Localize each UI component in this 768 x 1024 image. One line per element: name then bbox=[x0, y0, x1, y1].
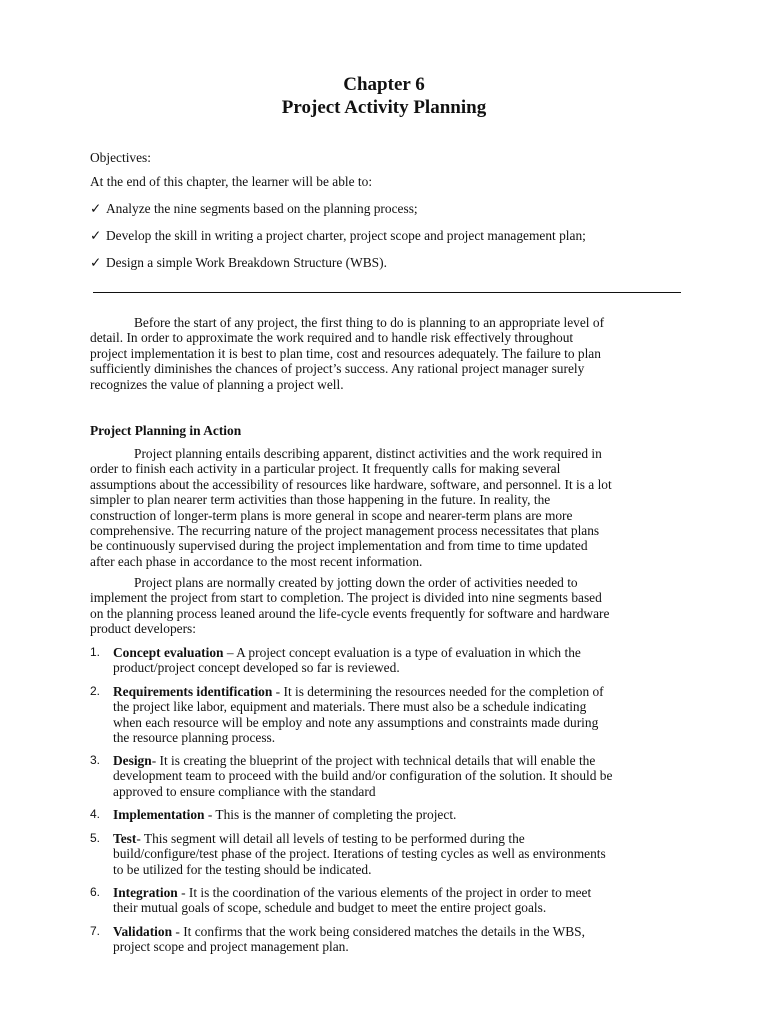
segment-separator: - bbox=[136, 831, 144, 846]
paragraph-line: Before the start of any project, the first thing to do is planning to an appropriate level of bbox=[134, 315, 605, 330]
segment-number: 4. bbox=[90, 807, 101, 821]
segment-text: It is the coordination of the various elements of the project in order to meet bbox=[188, 885, 592, 900]
objective-text: Design a simple Work Breakdown Structure (WBS). bbox=[106, 255, 387, 270]
paragraph-line: sufficiently diminishes the chances of project’s success. Any rational project manager surely bbox=[90, 361, 585, 377]
objective-text: Analyze the nine segments based on the planning process; bbox=[106, 201, 418, 216]
plans-paragraph bbox=[90, 575, 680, 637]
chapter-title: Project Activity Planning bbox=[281, 97, 487, 118]
segment-term: Validation bbox=[113, 924, 173, 939]
paragraph-line: implement the project from start to completion. The project is divided into nine segments based bbox=[90, 590, 602, 606]
segment-term: Design bbox=[113, 753, 152, 768]
segment-text: It is creating the blueprint of the project with technical details that will enable the bbox=[159, 753, 596, 768]
segment-separator: - bbox=[204, 807, 216, 822]
segment-text: the resource planning process. bbox=[113, 730, 276, 746]
segment-number: 1. bbox=[90, 645, 101, 659]
segment-text: A project concept evaluation is a type of evaluation in which the bbox=[236, 645, 581, 660]
segment-text: It is determining the resources needed for the completion of bbox=[283, 684, 604, 699]
paragraph-line: product developers: bbox=[90, 621, 196, 637]
section-heading: Project Planning in Action bbox=[90, 423, 242, 438]
paragraph-line: assumptions about the accessibility of resources like hardware, software, and personnel. It is a lot bbox=[90, 476, 612, 492]
segment-term: Implementation bbox=[113, 807, 205, 822]
segment-term: Integration bbox=[113, 885, 178, 900]
segment-text: to be utilized for the testing should be indicated. bbox=[113, 861, 372, 877]
paragraph-line: Project plans are normally created by jotting down the order of activities needed to bbox=[134, 575, 578, 590]
segment-number: 2. bbox=[90, 684, 101, 698]
segment-separator: - bbox=[172, 924, 184, 939]
objective-item bbox=[90, 255, 387, 270]
segment-text: their mutual goals of scope, schedule and budget to meet the entire project goals. bbox=[113, 900, 547, 916]
segment-term: Requirements identification bbox=[113, 684, 273, 699]
segment-text: the project like labor, equipment and materials. There must also be a schedule indicating bbox=[113, 699, 587, 715]
objective-item bbox=[90, 228, 586, 243]
intro-paragraph bbox=[90, 315, 680, 392]
planning-paragraph bbox=[90, 446, 680, 569]
checkmark-icon: ✓ bbox=[90, 201, 102, 216]
paragraph-line: after each phase in accordance to the most recent information. bbox=[90, 553, 423, 569]
segment-separator: - bbox=[272, 684, 284, 699]
checkmark-icon: ✓ bbox=[90, 255, 102, 270]
segment-text: product/project concept developed so far is reviewed. bbox=[113, 660, 400, 676]
segment-text: approved to ensure compliance with the standard bbox=[113, 783, 376, 799]
segment-text: build/configure/test phase of the project. Iterations of testing cycles as well as environments bbox=[113, 846, 606, 862]
segment-text: This segment will detail all levels of testing to be performed during the bbox=[143, 831, 525, 846]
segment-term: Test bbox=[113, 831, 137, 846]
segment-text: It confirms that the work being considered matches the details in the WBS, bbox=[183, 924, 585, 939]
objectives-label: Objectives: bbox=[90, 150, 151, 165]
paragraph-line: be continuously supervised during the project implementation and from time to time updated bbox=[90, 538, 588, 554]
segment-text: when each resource will be employ and note any assumptions and constraints made during bbox=[113, 714, 599, 730]
paragraph-line: on the planning process leaned around the life-cycle events frequently for software and hardware bbox=[90, 605, 610, 621]
objectives-intro: At the end of this chapter, the learner will be able to: bbox=[90, 174, 373, 189]
segment-number: 7. bbox=[90, 924, 101, 938]
segment-number: 3. bbox=[90, 753, 101, 767]
paragraph-line: simpler to plan nearer term activities than those happening in the future. In reality, the bbox=[90, 492, 551, 508]
objective-text: Develop the skill in writing a project charter, project scope and project management plan; bbox=[106, 228, 586, 243]
paragraph-line: Project planning entails describing apparent, distinct activities and the work required in bbox=[134, 446, 602, 461]
paragraph-line: order to finish each activity in a particular project. It frequently calls for making several bbox=[90, 461, 561, 477]
paragraph-line: comprehensive. The recurring nature of the project management process necessitates that plans bbox=[90, 523, 600, 539]
segment-number: 5. bbox=[90, 831, 101, 845]
segment-number: 6. bbox=[90, 885, 101, 899]
segment-separator: - bbox=[177, 885, 189, 900]
segment-term: Concept evaluation bbox=[113, 645, 224, 660]
segment-separator: – bbox=[223, 645, 237, 660]
objective-item bbox=[90, 201, 418, 216]
paragraph-line: detail. In order to approximate the work required and to handle risk effectively throughout bbox=[90, 330, 574, 346]
checkmark-icon: ✓ bbox=[90, 228, 102, 243]
segment-text: project scope and project management plan. bbox=[113, 939, 349, 955]
segment-text: This is the manner of completing the project. bbox=[215, 807, 457, 822]
paragraph-line: recognizes the value of planning a project well. bbox=[90, 376, 344, 392]
paragraph-line: construction of longer-term plans is more general in scope and nearer-term plans are more bbox=[90, 507, 573, 523]
paragraph-line: project implementation it is best to plan time, cost and resources adequately. The failure to plan bbox=[90, 345, 601, 361]
segment-text: development team to proceed with the build and/or configuration of the solution. It should be bbox=[113, 768, 613, 784]
chapter-number: Chapter 6 bbox=[343, 74, 425, 95]
segment-separator: - bbox=[151, 753, 160, 768]
horizontal-divider bbox=[93, 292, 681, 293]
